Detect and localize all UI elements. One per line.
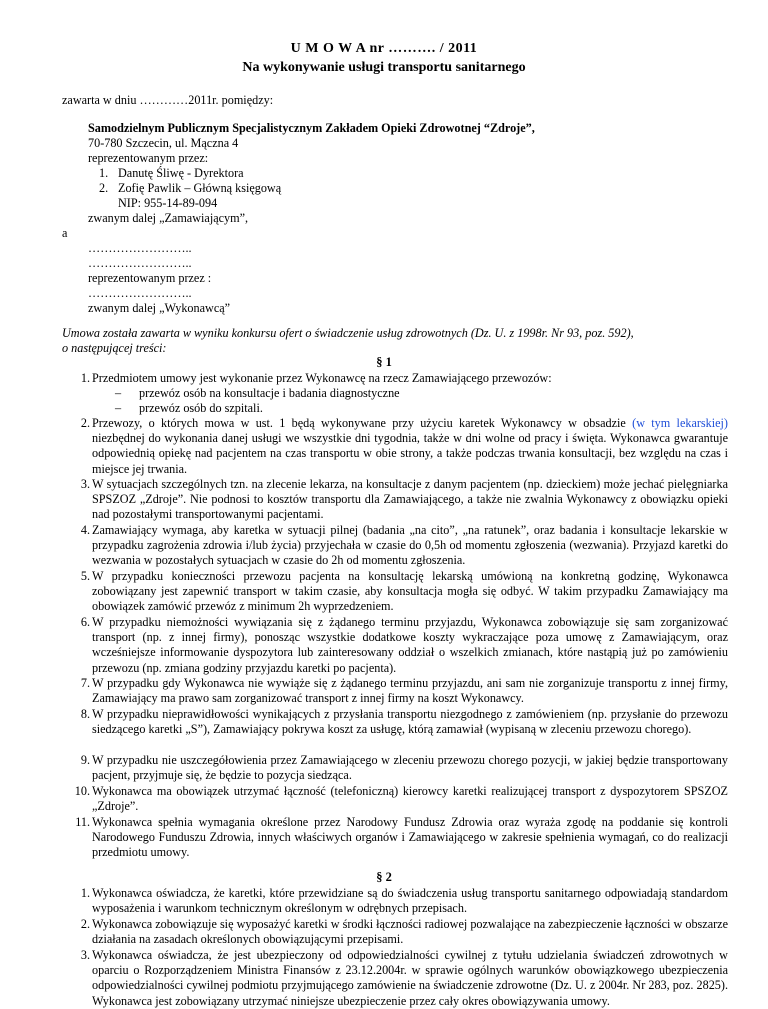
item-number: 1. [80, 371, 90, 385]
called-wykonawca: zwanym dalej „Wykonawcą” [88, 301, 231, 315]
link-text[interactable]: (w tym lekarskiej) [632, 416, 728, 430]
party1-name: Samodzielnym Publicznym Specjalistycznym Zakładem Opieki Zdrowotnej “Zdroje”, [88, 121, 535, 135]
basis-line-2: o następującej treści: [62, 341, 167, 355]
item-number: 8. [80, 707, 90, 721]
item-text: Wykonawca oświadcza, że jest ubezpieczony od odpowiedzialności cywilnej z tytułu udzielania świadczeń zdrowotnych w oparciu o Rozporządzeniem Ministra Finansów z 23.12.2004r. w sprawie ogólnych warunków obowiązkowego ubezpieczenia odpowiedzialności cywilnej podmiotu przyjmującego zamówienie na świadczenie zdrowotne (Dz. U. z 2004r. Nr 283, poz. 2825). Wykonawca jest zobowiązany utrzymać niniejsze ubezpieczenie przez cały okres obowiązywania umowy. [92, 948, 728, 1008]
item-number: 2. [80, 917, 90, 931]
section-2-heading: § 2 [376, 870, 392, 884]
item-text: W przypadku niemożności wywiązania się z żądanego terminu przyjazdu, Wykonawca zobowiązuje się sam zorganizować transport (np. z innej firmy), ponosząc wszystkie dodatkowe koszty wykraczające poza umowę z Zamawiającym, oraz wcześniejsze informowanie dyspozytora lub zainteresowany oddział o wszelkich zmianach, które nastąpią już po zamówieniu przewozu (np. zmiana godziny przyjazdu karetki po pacjenta). [92, 615, 728, 675]
item-number: 3. [80, 948, 90, 962]
section-1-heading: § 1 [376, 355, 392, 369]
bullet-text: przewóz osób na konsultacje i badania diagnostyczne [139, 386, 400, 400]
rep1-name: Danutę Śliwę - Dyrektora [118, 166, 244, 180]
item-text: Wykonawca oświadcza, że karetki, które przewidziane są do świadczenia usług transportu sanitarnego odpowiadają standardom wyposażenia i warunkom technicznym określonym w odrębnych przepisach. [92, 886, 728, 916]
document-title: U M O W A nr ………. / 2011 [290, 41, 478, 56]
item-text: Wykonawca ma obowiązek utrzymać łączność (telefoniczną) kierowcy karetki realizującej transport z dyspozytorem SPSZOZ „Zdroje”. [92, 784, 728, 814]
item-number: 9. [80, 753, 90, 767]
item-text: W przypadku konieczności przewozu pacjenta na konsultację lekarską umówioną na konkretną godzinę, Wykonawca zobowiązany jest zapewnić transport w takim czasie, aby konsultacja mogła się odbyć. W takim przypadku Zamawiający ma obowiązek zamówić przewóz z minimum 2h wyprzedzeniem. [92, 569, 728, 614]
and-label: a [62, 226, 68, 240]
basis-line-1: Umowa została zawarta w wyniku konkursu ofert o świadczenie usług zdrowotnych (Dz. U. z 1998r. Nr 93, poz. 592), [62, 326, 634, 340]
rep1-number: 1. [99, 166, 109, 180]
item-number: 4. [80, 523, 90, 537]
rep2-number: 2. [99, 181, 109, 195]
item-number: 3. [80, 477, 90, 491]
item-text: W przypadku nieprawidłowości wynikających z przysłania transportu niezgodnego z zamówieniem (np. przysłanie do przewozu siedzącego karetki „S”), Zamawiający pokrywa koszt za usługę, którą zamawiał (wypisaną w zleceniu przewozu chorego). [92, 707, 728, 737]
dash-glyph: – [115, 386, 122, 400]
rep2-name: Zofię Pawlik – Główną księgową [118, 181, 282, 195]
item-number: 2. [80, 416, 90, 430]
party1-address: 70-780 Szczecin, ul. Mączna 4 [88, 136, 239, 150]
item-number: 10. [74, 784, 90, 798]
item-number: 6. [80, 615, 90, 629]
bullet-text: przewóz osób do szpitali. [139, 401, 263, 415]
dash-glyph: – [115, 401, 122, 415]
item-text: W przypadku gdy Wykonawca nie wywiąże się z żądanego terminu przyjazdu, ani sam nie zorganizuje transportu z innej firmy, Zamawiający ma prawo sam zorganizować transport z innej firmy na koszt Wykonawcy. [92, 676, 728, 706]
item-text: Przedmiotem umowy jest wykonanie przez Wykonawcę na rzecz Zamawiającego przewozów: [92, 371, 552, 385]
item-text: Wykonawca zobowiązuje się wyposażyć karetki w środki łączności radiowej pozwalające na zabezpieczenie łączności w obszarze działania na zasadach określonych obowiązującymi przepisami. [92, 917, 728, 947]
item-number: 11. [75, 815, 90, 829]
item-text: W sytuacjach szczególnych tzn. na zlecenie lekarza, na konsultacje z danym pacjentem (np. dzieckiem) może jechać pielęgniarka SPSZOZ „Zdroje”. Nie podnosi to kosztów transportu dla Zamawiającego, a także nie zwalnia Wykonawcy z obowiązku opieki nad pozostałymi transportowanymi pacjentami. [92, 477, 728, 522]
dots-line-3: …………………….. [88, 286, 192, 300]
item-text: W przypadku nie uszczegółowienia przez Zamawiającego w zleceniu przewozu chorego pozycji, w jakiej będzie transportowany pacjent, przyjmuje się, że będzie to pozycja siedząca. [92, 753, 728, 783]
called-zamawiajacy: zwanym dalej „Zamawiającym”, [88, 211, 249, 225]
nip-number: NIP: 955-14-89-094 [118, 196, 218, 210]
represented-label: reprezentowanym przez: [88, 151, 209, 165]
item-number: 5. [80, 569, 90, 583]
item-text: Zamawiający wymaga, aby karetka w sytuacji pilnej (badania „na cito”, „na ratunek”, oraz badania i konsultacje lekarskie w przypadku zagrożenia zdrowia i/lub życia) przyjechała w czasie do 0,5h od momentu zgłoszenia (wezwania). Przyjazd karetki do wezwania w pozostałych sytuacjach w czasie do 2h od momentu zgłoszenia. [92, 523, 728, 568]
item-text: Przewozy, o których mowa w ust. 1 będą wykonywane przy użyciu karetek Wykonawcy w obsadzie (w tym lekarskiej) niezbędnej do wykonania danej usługi we wszystkie dni tygodnia, także w dni wolne od pracy i święta. Wykonawca gwarantuje odpowiednią opiekę nad pacjentem na czas transportu w obie strony, a także podczas trwania konsultacji, bez względu na czas i miejsce jej trwania. [92, 416, 728, 476]
represented-label-2: reprezentowanym przez : [88, 271, 212, 285]
dots-line-2: …………………….. [88, 256, 192, 270]
item-number: 7. [80, 676, 90, 690]
item-number: 1. [80, 886, 90, 900]
dots-line-1: …………………….. [88, 241, 192, 255]
concluded-line: zawarta w dniu …………2011r. pomiędzy: [62, 93, 274, 107]
item-text: Wykonawca spełnia wymagania określone przez Narodowy Fundusz Zdrowia oraz wyraża zgodę na poddanie się kontroli Narodowego Funduszu Zdrowia, innych właściwych organów i Zamawiającego w zakresie spełnienia wymagań, co do realizacji przedmiotu umowy. [92, 815, 728, 860]
document-subtitle: Na wykonywanie usługi transportu sanitarnego [242, 60, 526, 75]
